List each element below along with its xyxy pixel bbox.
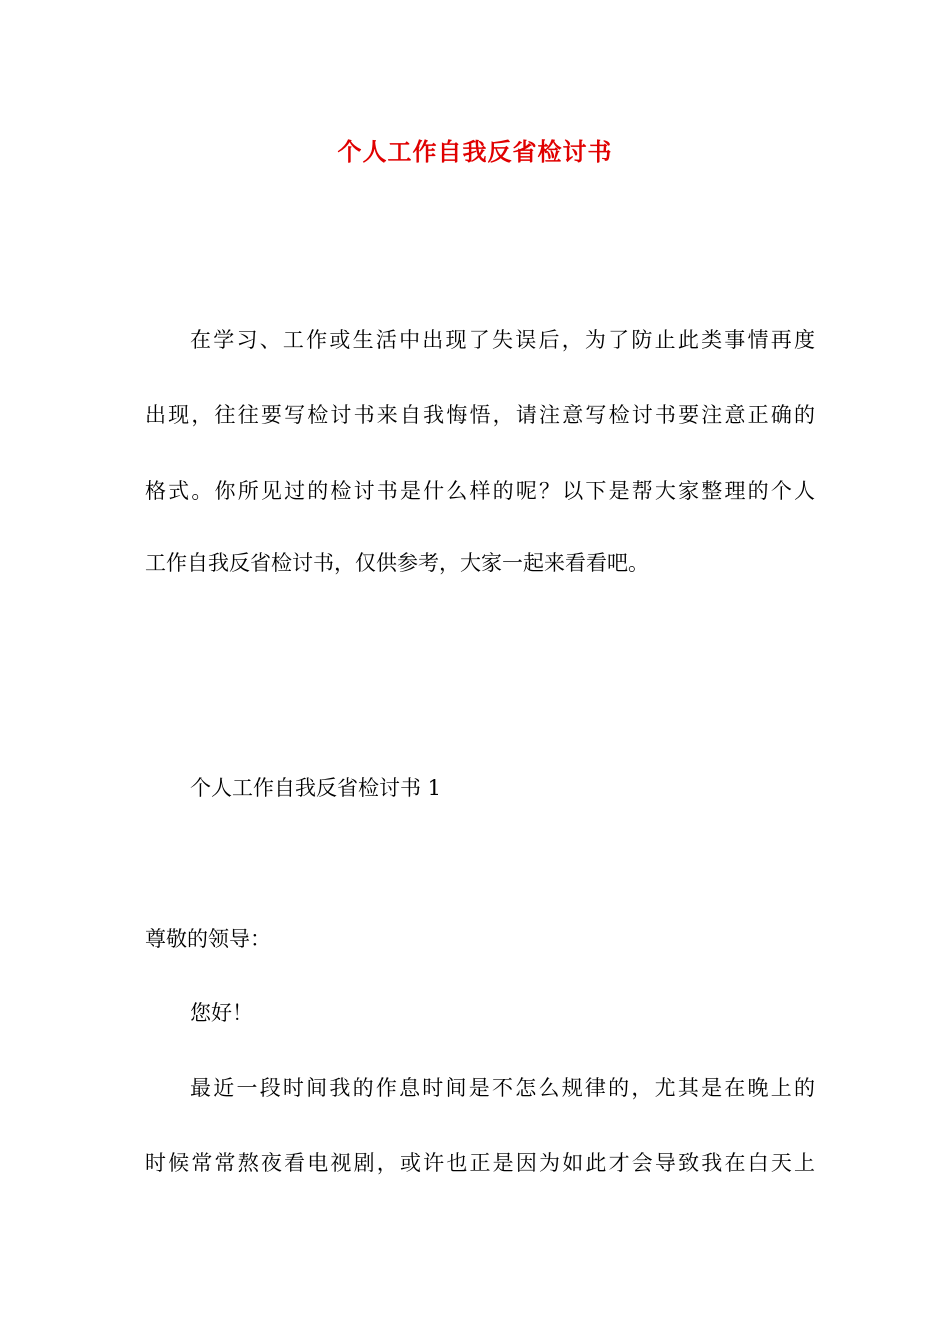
- body-line-1: 最近一段时间我的作息时间是不怎么规律的，尤其是在晚上的: [190, 1076, 815, 1100]
- document-title: 个人工作自我反省检讨书: [337, 137, 613, 166]
- section-heading: 个人工作自我反省检讨书 1: [190, 776, 442, 800]
- intro-line-4: 工作自我反省检讨书，仅供参考，大家一起来看看吧。: [145, 551, 649, 575]
- greeting: 您好！: [190, 1001, 253, 1025]
- body-line-2: 时候常常熬夜看电视剧，或许也正是因为如此才会导致我在白天上: [145, 1151, 815, 1175]
- intro-line-3: 格式。你所见过的检讨书是什么样的呢？以下是帮大家整理的个人: [145, 479, 815, 503]
- salutation: 尊敬的领导：: [145, 927, 271, 951]
- intro-line-1: 在学习、工作或生活中出现了失误后，为了防止此类事情再度: [190, 328, 815, 352]
- intro-line-2: 出现，往往要写检讨书来自我悔悟，请注意写检讨书要注意正确的: [145, 403, 815, 427]
